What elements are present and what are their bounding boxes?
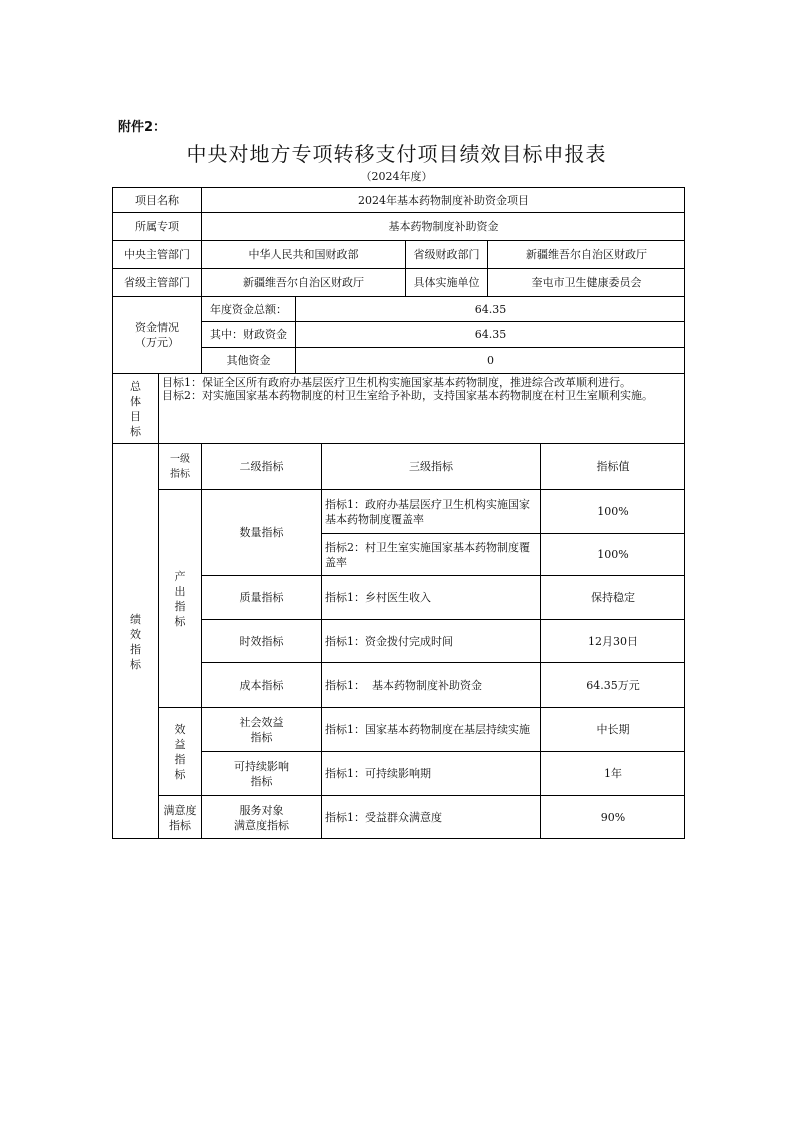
goals-label-char: 标 [130, 424, 141, 438]
service-satisfaction-line2: 满意度指标 [234, 818, 289, 832]
goals-content [159, 374, 685, 444]
goals-label-char: 目 [130, 409, 141, 423]
quantity-indicator-2-value: 100% [541, 534, 685, 576]
page-title: 中央对地方专项转移支付项目绩效目标申报表 [186, 142, 607, 166]
cost-indicator-1-value: 64.35万元 [541, 663, 685, 708]
header-level1-line1: 一级 [170, 453, 190, 465]
quantity-indicator-label: 数量指标 [202, 490, 322, 576]
social-benefit-1-value: 中长期 [541, 708, 685, 752]
cost-indicator-1: 指标1： 基本药物制度补助资金 [322, 663, 541, 708]
output-label-char: 标 [174, 614, 186, 628]
service-satisfaction-label [202, 796, 322, 839]
benefit-indicators-label [159, 708, 202, 796]
funds-total-label: 年度资金总额： [202, 297, 296, 322]
prov-dept-label: 省级主管部门 [113, 269, 202, 297]
sustain-impact-line1: 可持续影响 [234, 759, 289, 773]
output-label-char: 指 [174, 599, 186, 613]
sustain-impact-line2: 指标 [250, 774, 273, 788]
funds-other-label: 其他资金 [202, 348, 296, 374]
funds-label-line2: （万元） [135, 336, 179, 349]
goals-label-char: 总 [130, 379, 141, 393]
benefit-label-char: 指 [174, 752, 186, 766]
indicators-label [113, 444, 159, 839]
funds-other-value: 0 [296, 348, 685, 374]
special-value: 基本药物制度补助资金 [202, 213, 685, 241]
funds-finance-label: 其中：财政资金 [202, 322, 296, 348]
indicators-label-char: 指 [130, 642, 141, 656]
benefit-label-char: 标 [174, 767, 186, 781]
service-satisfaction-1: 指标1：受益群众满意度 [322, 796, 541, 839]
timeliness-indicator-1: 指标1：资金拨付完成时间 [322, 620, 541, 663]
service-satisfaction-1-value: 90% [600, 811, 626, 824]
sustain-impact-1-value: 1年 [541, 752, 685, 796]
benefit-label-char: 益 [174, 737, 186, 751]
cost-indicator-label: 成本指标 [202, 663, 322, 708]
impl-unit-label: 具体实施单位 [406, 269, 488, 297]
indicators-label-char: 标 [130, 657, 141, 671]
funds-label [113, 297, 202, 374]
benefit-label-char: 效 [174, 722, 186, 736]
goal-1: 目标1：保证全区所有政府办基层医疗卫生机构实施国家基本药物制度，推进综合改革顺利进行。 [162, 376, 631, 389]
sustain-impact-1: 指标1：可持续影响期 [322, 752, 541, 796]
impl-unit-value: 奎屯市卫生健康委员会 [488, 269, 685, 297]
sustain-impact-label [202, 752, 322, 796]
indicators-label-char: 效 [130, 627, 141, 641]
header-level2: 二级指标 [202, 444, 322, 490]
social-benefit-line1: 社会效益 [239, 715, 284, 729]
output-indicators-label [159, 490, 202, 708]
quality-indicator-1: 指标1：乡村医生收入 [322, 576, 541, 620]
prov-finance-value: 新疆维吾尔自治区财政厅 [488, 241, 685, 269]
satisfaction-line1: 满意度 [163, 803, 197, 817]
goals-label-char: 体 [130, 394, 141, 408]
social-benefit-1: 指标1：国家基本药物制度在基层持续实施 [322, 708, 541, 752]
quantity-indicator-2: 指标2：村卫生室实施国家基本药物制度覆盖率 [322, 534, 541, 576]
goals-label [113, 374, 159, 444]
funds-label-line1: 资金情况 [135, 321, 179, 334]
service-satisfaction-line1: 服务对象 [239, 803, 284, 817]
quality-indicator-label: 质量指标 [202, 576, 322, 620]
header-value: 指标值 [541, 444, 685, 490]
satisfaction-indicators-label [159, 796, 202, 839]
funds-finance-value: 64.35 [296, 322, 685, 348]
indicators-label-char: 绩 [130, 612, 141, 626]
satisfaction-line2: 指标 [169, 818, 191, 832]
quantity-indicator-1-value: 100% [541, 490, 685, 534]
header-level1-line2: 指标 [170, 468, 190, 480]
project-name-value: 2024年基本药物制度补助资金项目 [202, 188, 685, 213]
timeliness-indicator-1-value: 12月30日 [541, 620, 685, 663]
prov-finance-label: 省级财政部门 [406, 241, 488, 269]
funds-total-value: 64.35 [296, 297, 685, 322]
special-label: 所属专项 [113, 213, 202, 241]
social-benefit-line2: 指标 [250, 730, 273, 744]
central-dept-label: 中央主管部门 [113, 241, 202, 269]
header-level3: 三级指标 [322, 444, 541, 490]
timeliness-indicator-label: 时效指标 [202, 620, 322, 663]
attachment-label: 附件2： [118, 120, 167, 135]
year-label: （2024年度） [360, 170, 433, 183]
output-label-char: 出 [174, 584, 186, 598]
quality-indicator-1-value: 保持稳定 [541, 576, 685, 620]
goal-2: 目标2：对实施国家基本药物制度的村卫生室给予补助，支持国家基本药物制度在村卫生室顺利实施。 [162, 389, 653, 402]
prov-dept-value: 新疆维吾尔自治区财政厅 [202, 269, 406, 297]
output-label-char: 产 [174, 569, 186, 583]
central-dept-value: 中华人民共和国财政部 [202, 241, 406, 269]
quantity-indicator-1: 指标1：政府办基层医疗卫生机构实施国家基本药物制度覆盖率 [322, 490, 541, 534]
social-benefit-label [202, 708, 322, 752]
project-name-label: 项目名称 [113, 188, 202, 213]
header-level1 [159, 444, 202, 490]
